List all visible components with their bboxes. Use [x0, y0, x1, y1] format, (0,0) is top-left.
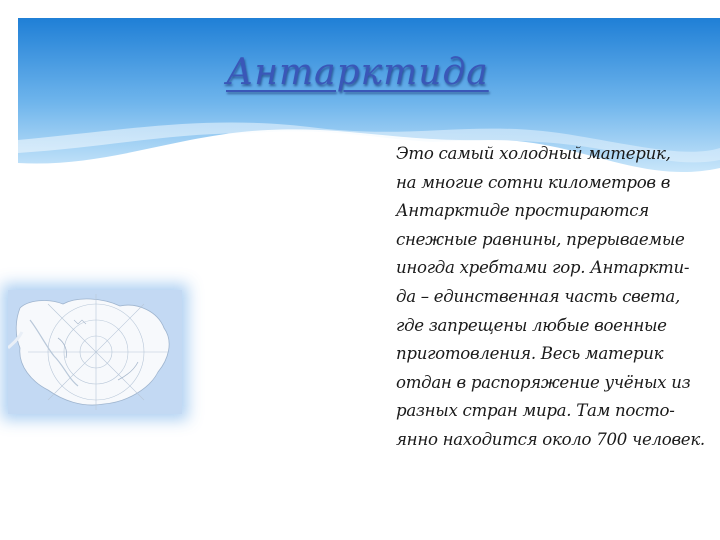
antarctica-map-image [8, 290, 182, 414]
body-line: Это самый холодный материк, [396, 144, 671, 163]
body-line: янно находится около 700 человек. [396, 429, 705, 449]
body-line: Антарктиде простираются [396, 201, 649, 221]
slide-body-text [396, 140, 714, 455]
slide-title: Антарктида [226, 52, 489, 93]
body-line: снежные равнины, прерываемые [396, 229, 685, 249]
body-line: на многие сотни километров в [396, 172, 671, 192]
body-line: приготовления. Весь материк [396, 344, 664, 364]
body-line: отдан в распоряжение учёных из [396, 372, 691, 392]
body-line: разных стран мира. Там посто- [396, 401, 675, 421]
body-line: где запрещены любые военные [396, 315, 667, 335]
body-line: иногда хребтами гор. Антаркти- [396, 258, 690, 278]
body-line: да – единственная часть света, [396, 286, 680, 306]
